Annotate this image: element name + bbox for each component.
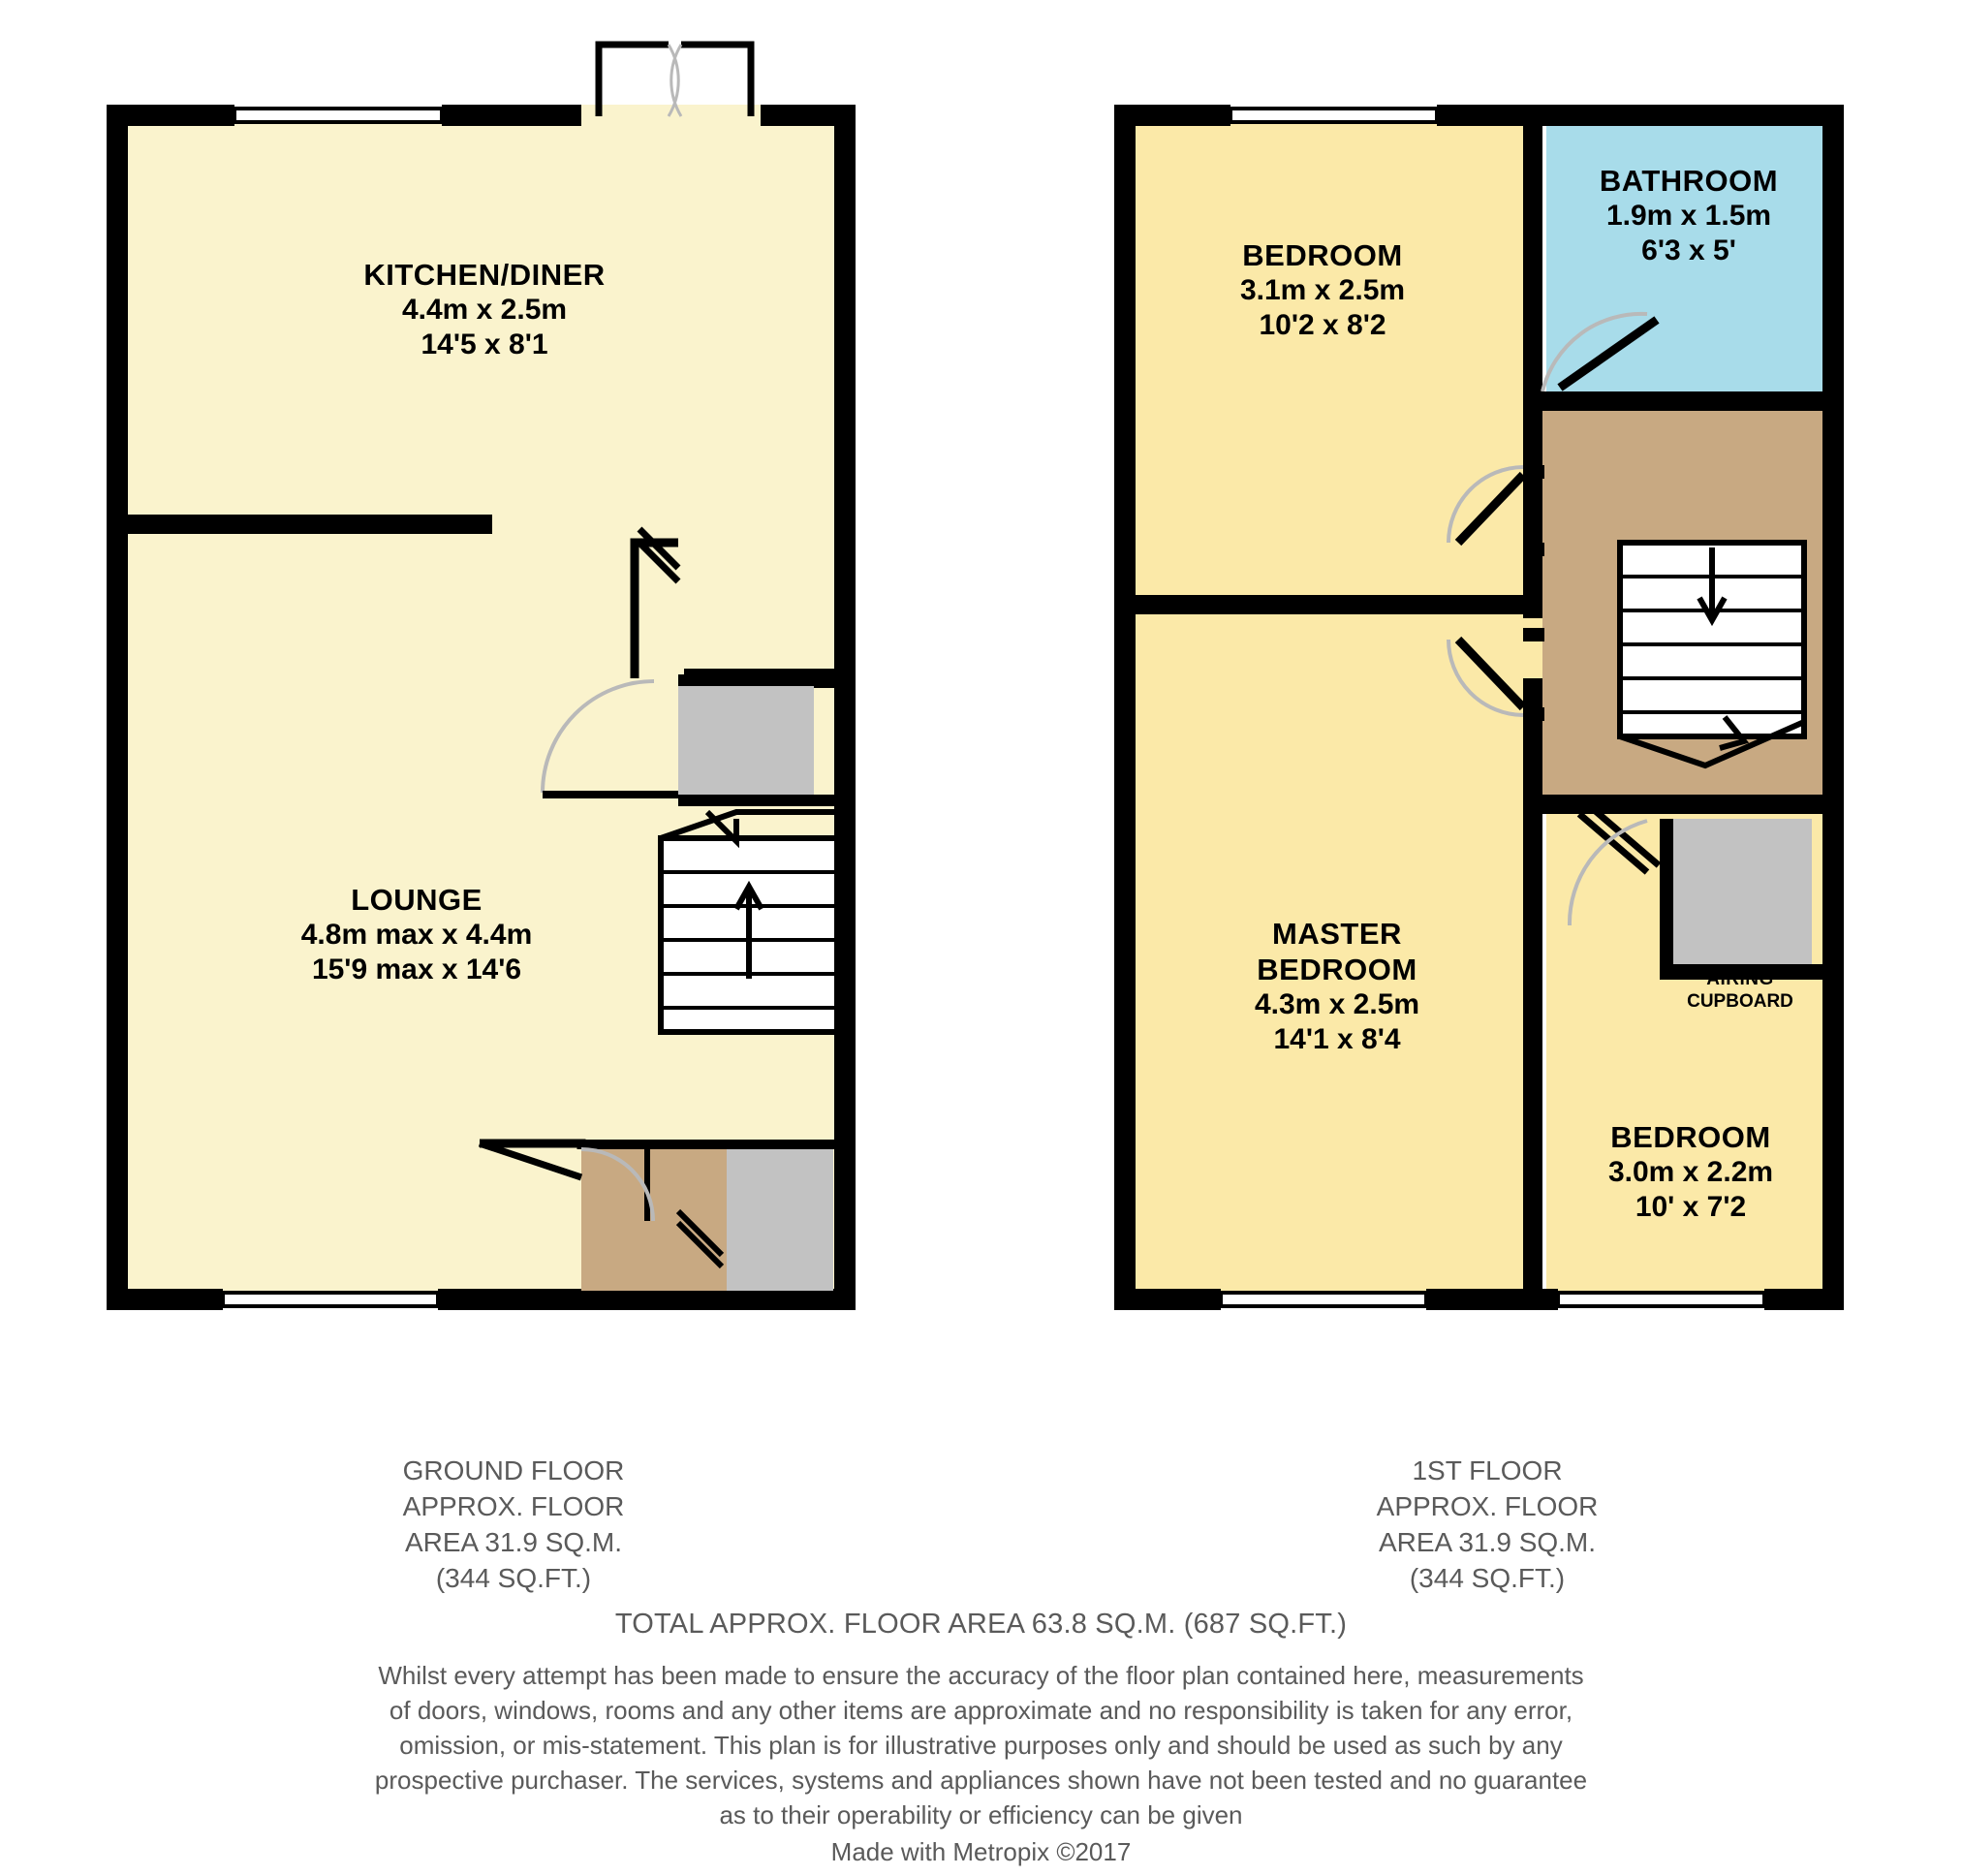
ground-wall-right	[834, 105, 856, 1310]
window-kitchen-top	[234, 109, 442, 122]
window-lounge-bottom	[223, 1293, 438, 1306]
bedroom3-metric: 3.0m x 2.2m	[1607, 1156, 1774, 1189]
master-bedroom-name-2: BEDROOM	[1257, 953, 1417, 987]
cupboard-wall-bottom	[678, 795, 836, 806]
room-label-bathroom	[1529, 163, 1849, 268]
ground-wall-bottom-right	[578, 1289, 856, 1310]
bedroom3-imperial: 10' x 7'2	[1635, 1191, 1747, 1224]
ground-wall-bottom-mid	[438, 1289, 578, 1310]
disclaimer-line-1: Whilst every attempt has been made to ensure the accuracy of the floor plan contained here, measurements	[378, 1661, 1584, 1690]
room-label-airing-cupboard	[1668, 969, 1812, 1014]
window-bedroom3-bottom	[1558, 1293, 1764, 1306]
room-label-bedroom-2	[1095, 237, 1550, 343]
first-caption-line-3: AREA 31.9 SQ.M.	[1378, 1526, 1597, 1557]
lounge-metric: 4.8m max x 4.4m	[300, 919, 533, 952]
ground-door-opening-top	[581, 105, 761, 126]
bathroom-imperial: 6'3 x 5'	[1641, 234, 1736, 267]
lounge-imperial: 15'9 max x 14'6	[311, 954, 522, 986]
kitchen-diner-imperial: 14'5 x 8'1	[420, 328, 548, 361]
bathroom-metric: 1.9m x 1.5m	[1605, 200, 1772, 233]
landing-wall-bottom	[1542, 795, 1843, 814]
ground-wall-left	[107, 105, 128, 1310]
master-bedroom-name-1: MASTER	[1272, 917, 1402, 951]
window-master-bottom	[1221, 1293, 1426, 1306]
first-caption-line-2: APPROX. FLOOR	[1376, 1490, 1599, 1521]
kitchen-diner-metric: 4.4m x 2.5m	[401, 294, 568, 327]
room-label-master-bedroom	[1114, 916, 1560, 1057]
hall-cupboard-area	[727, 1143, 833, 1291]
ground-caption-line-3: AREA 31.9 SQ.M.	[404, 1526, 623, 1557]
room-label-lounge	[145, 882, 688, 987]
lounge-name: LOUNGE	[351, 883, 483, 917]
bedroom3-name: BEDROOM	[1610, 1120, 1771, 1154]
ground-wall-top-mid	[442, 105, 581, 126]
disclaimer-line-3: omission, or mis-statement. This plan is for illustrative purposes only and should be used as such by any	[399, 1730, 1563, 1760]
first-wall-bottom-left	[1114, 1289, 1221, 1310]
disclaimer-line-4: prospective purchaser. The services, systems and appliances shown have not been tested and no guarantee	[374, 1765, 1588, 1795]
window-bedroom2-top	[1230, 109, 1437, 122]
bedroom2-imperial: 10'2 x 8'2	[1259, 309, 1386, 342]
ground-caption-line-1: GROUND FLOOR	[402, 1455, 625, 1485]
bedroom2-metric: 3.1m x 2.5m	[1239, 274, 1406, 307]
kitchen-diner-name: KITCHEN/DINER	[363, 258, 606, 292]
master-bedroom-metric: 4.3m x 2.5m	[1254, 988, 1420, 1021]
first-floor-caption	[1192, 1454, 1783, 1597]
total-floor-area: TOTAL APPROX. FLOOR AREA 63.8 SQ.M. (687 SQ.FT.)	[614, 1609, 1348, 1640]
first-staircase	[1620, 543, 1804, 766]
room-label-bedroom-3	[1531, 1119, 1851, 1225]
master-bedroom-imperial: 14'1 x 8'4	[1273, 1023, 1401, 1056]
first-caption-line-1: 1ST FLOOR	[1412, 1455, 1563, 1485]
ground-caption-line-4: (344 SQ.FT.)	[435, 1562, 592, 1593]
first-wall-top-right	[1558, 105, 1844, 126]
ground-wall-bottom-left	[107, 1289, 223, 1310]
first-caption-line-4: (344 SQ.FT.)	[1409, 1562, 1566, 1593]
first-wall-bottom-right	[1764, 1289, 1844, 1310]
room-label-kitchen-diner	[223, 257, 746, 362]
airing-cupboard-wall-left	[1660, 819, 1673, 974]
first-internal-wall-h1	[1136, 595, 1523, 614]
disclaimer-line-2: of doors, windows, rooms and any other items are approximate and no responsibility is taken for any error,	[389, 1695, 1573, 1725]
ground-floor-plan	[107, 45, 856, 1310]
hall-wall-top	[578, 1140, 836, 1149]
airing-cupboard-line-2: CUPBOARD	[1687, 990, 1793, 1012]
ground-floor-caption	[218, 1454, 809, 1597]
disclaimer-line-5: as to their operability or efficiency can be given	[719, 1799, 1243, 1829]
under-stairs-cupboard	[678, 678, 814, 804]
bedroom2-fill	[1126, 116, 1542, 601]
ground-caption-line-2: APPROX. FLOOR	[402, 1490, 625, 1521]
bedroom2-name: BEDROOM	[1242, 238, 1403, 272]
cupboard-wall-top	[678, 674, 836, 686]
first-internal-wall-v2	[1523, 678, 1542, 814]
bathroom-wall-bottom	[1542, 391, 1843, 411]
disclaimer	[0, 1659, 1962, 1832]
made-with-credit: Made with Metropix ©2017	[830, 1837, 1132, 1866]
airing-cupboard-line-1: AIRING	[1706, 969, 1774, 989]
ground-internal-wall-horizontal	[128, 515, 492, 534]
airing-cupboard-box	[1666, 819, 1812, 964]
bathroom-name: BATHROOM	[1599, 164, 1779, 198]
